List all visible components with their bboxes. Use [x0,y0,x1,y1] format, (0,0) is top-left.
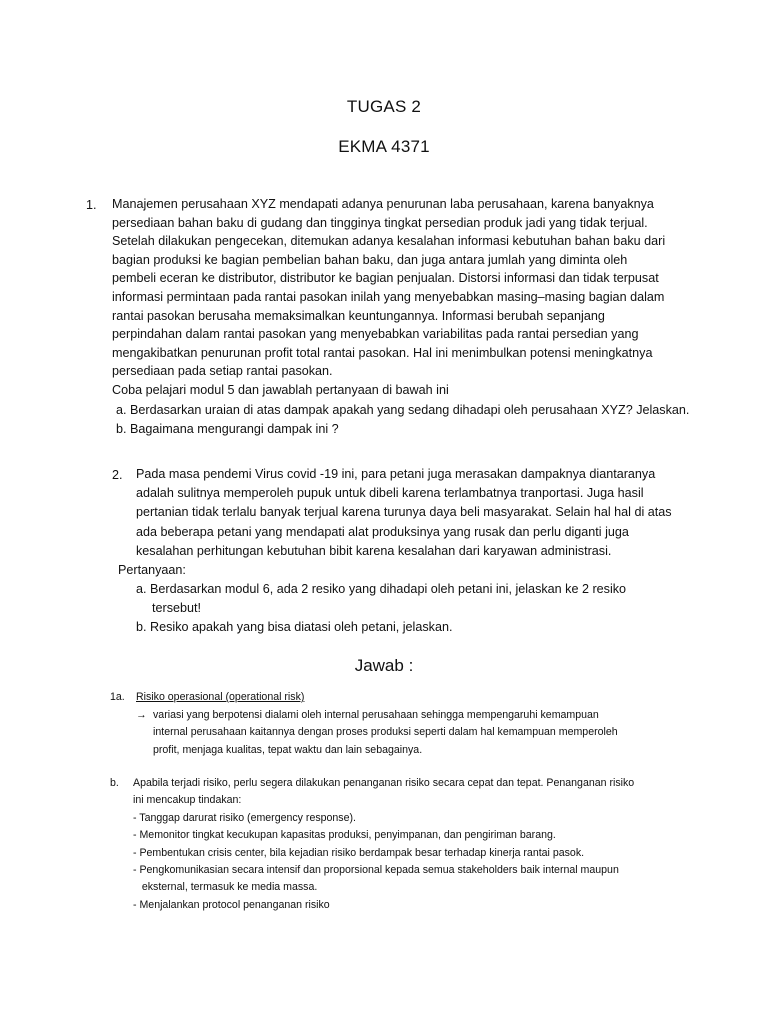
q2-line: adalah sulitnya memperoleh pupuk untuk dibeli karena terlambatnya tranportasi. Juga hasil [136,486,644,501]
q1-line: Setelah dilakukan pengecekan, ditemukan adanya kesalahan informasi kebutuhan bahan baku dari [112,234,666,249]
q2-sub-b: b. Resiko apakah yang bisa diatasi oleh petani, jelaskan. [136,620,453,634]
q1-line: Manajemen perusahaan XYZ mendapati adanya penurunan laba perusahaan, karena banyaknya [112,197,654,211]
q1-line: Coba pelajari modul 5 dan jawablah pertanyaan di bawah ini [112,382,449,397]
answer-1a-line: internal perusahaan kaitannya dengan proses produksi seperti dalam hal kemampuan memperoleh [153,726,618,739]
q2-number: 2. [112,468,123,482]
answer-heading: Jawab : [354,656,414,675]
q1-sub-a: a. Berdasarkan uraian di atas dampak apakah yang sedang dihadapi oleh perusahaan XYZ? Jelaskan. [116,403,690,417]
q2-line: pertanian tidak terlalu banyak terjual karena turunya daya beli masyarakat. Selain hal hal di atas [136,505,672,520]
q2-body [136,465,672,561]
q2-line: ada beberapa petani yang mendapati alat produksinya yang rusak dan perlu diganti juga [136,524,629,539]
answer-1a-line: profit, menjaga kualitas, tepat waktu dan lain sebagainya. [153,743,423,756]
answer-b-line: - Menjalankan protocol penanganan risiko [133,898,330,911]
q1-line: pembeli eceran ke distributor, distributor ke bagian penjualan. Distorsi informasi dan tidak terpusat [112,271,659,286]
q1-body [112,195,665,400]
q1-line: rantai pasokan berusaha memaksimalkan keuntungannya. Informasi berubah sepanjang [112,308,605,323]
q2-sub-a [136,580,626,618]
q2-line: Pada masa pendemi Virus covid -19 ini, para petani juga merasakan dampaknya diantaranya [136,467,656,481]
answer-1a-title: Risiko operasional (operational risk) [136,691,305,703]
answer-b-line: - Memonitor tingkat kecukupan kapasitas produksi, penyimpanan, dan pengiriman barang. [133,829,556,842]
answer-b-line: - Pembentukan crisis center, bila kejadian risiko berdampak besar terhadap kinerja rantai pasok. [133,846,585,859]
q2-sub-a-line: a. Berdasarkan modul 6, ada 2 resiko yang dihadapi oleh petani ini, jelaskan ke 2 resiko [136,582,627,596]
q2-pertanyaan: Pertanyaan: [118,563,186,577]
q1-number: 1. [86,198,97,212]
q1-line: persediaan bahan baku di gudang dan tingginya tingkat persedian produk jadi yang tidak terjual. [112,215,648,230]
answer-b-line: ini mencakup tindakan: [133,794,242,807]
q1-line: mengakibatkan penurunan profit total rantai pasokan. Hal ini menimbulkan potensi meningkatnya [112,345,653,360]
doc-title: TUGAS 2 [346,97,422,116]
answer-1a-line: variasi yang berpotensi dialami oleh internal perusahaan sehingga mempengaruhi kemampuan [153,709,599,721]
q1-line: bagian produksi ke bagian pembelian bahan baku, dan juga antara jumlah yang diminta oleh [112,252,628,267]
answer-b-line: - Pengkomunikasian secara intensif dan proporsional kepada semua stakeholders baik internal maupun [133,864,619,877]
q1-sub-b: b. Bagaimana mengurangi dampak ini ? [116,422,339,436]
q2-line: kesalahan perhitungan kebutuhan bibit karena kesalahan dari karyawan administrasi. [136,543,612,558]
answer-b-line: - Tanggap darurat risiko (emergency response). [133,811,356,824]
q1-line: perpindahan dalam rantai pasokan yang menyebabkan variabilitas pada rantai persedian yang [112,327,639,342]
q1-line: informasi permintaan pada rantai pasokan inilah yang menyebabkan masing–masing bagian dalam [112,289,665,304]
answer-b-body [133,775,634,914]
q1-line: persediaan pada setiap rantai pasokan. [112,364,333,379]
answer-b-line: eksternal, termasuk ke media massa. [133,881,318,894]
answer-1a-body [153,707,618,759]
doc-subtitle: EKMA 4371 [338,137,430,156]
answer-b-label: b. [110,777,119,789]
q2-sub-a-line: tersebut! [152,601,202,616]
answer-1a-label: 1a. [110,691,125,703]
answer-b-line: Apabila terjadi risiko, perlu segera dilakukan penanganan risiko secara cepat dan tepat. Penanganan risiko [133,777,635,789]
arrow-icon: → [136,709,147,721]
